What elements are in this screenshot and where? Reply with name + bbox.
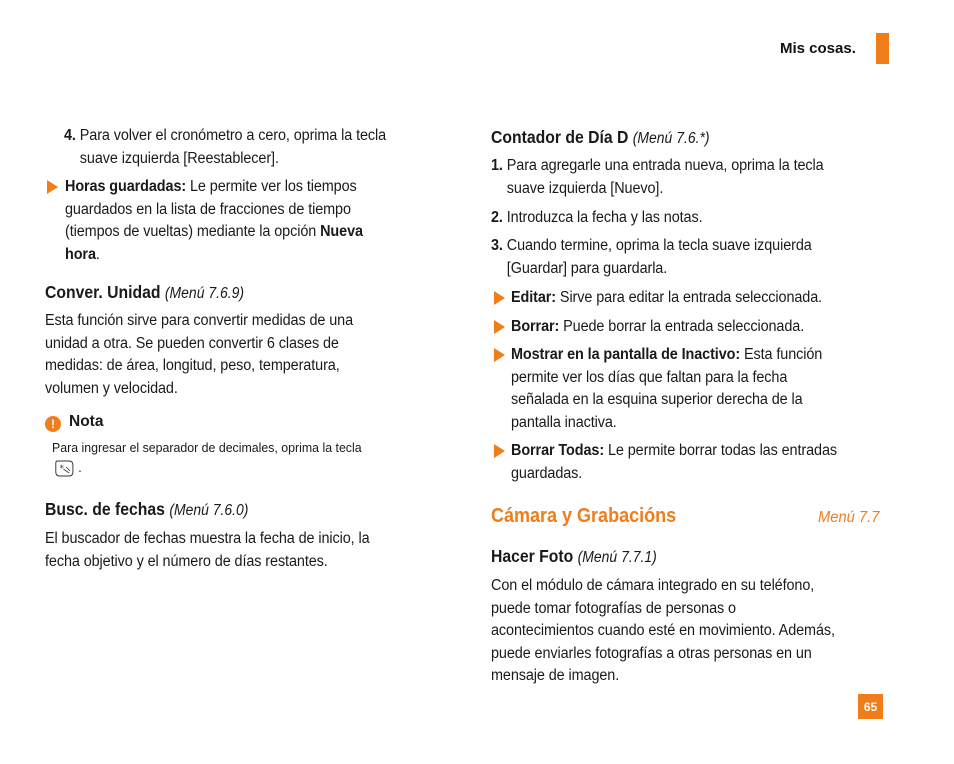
step-3: 3. Cuando termine, oprima la tecla suave izquierda [Guardar] para guardarla. xyxy=(491,237,812,277)
conver-unidad-text: Esta función sirve para convertir medidas de una unidad a otra. Se pueden convertir 6 clases de medidas: de área, longitud, peso, temperatura, volumen y velocidad. xyxy=(45,312,354,397)
triangle-bullet-icon xyxy=(494,444,505,458)
step-2: 2. Introduzca la fecha y las notas. xyxy=(491,209,703,226)
borrar-item: Borrar: Puede borrar la entrada seleccionada. xyxy=(511,318,805,335)
hacer-foto-heading: Hacer Foto (Menú 7.7.1) xyxy=(491,546,657,566)
step-number: 4. xyxy=(64,127,76,144)
step-4: 4. Para volver el cronómetro a cero, oprima la tecla suave izquierda [Reestablecer]. xyxy=(64,127,387,167)
star-key-icon xyxy=(54,460,75,477)
section-tab-marker xyxy=(876,33,889,64)
exclamation-icon: ! xyxy=(45,416,61,432)
section-title: Mis cosas. xyxy=(780,40,856,57)
camara-menu-ref: Menú 7.7 xyxy=(818,509,880,526)
step-1: 1. Para agregarle una entrada nueva, oprima la tecla suave izquierda [Nuevo]. xyxy=(491,157,824,197)
borrar-todas-item: Borrar Todas: Le permite borrar todas las entradas guardadas. xyxy=(511,442,837,482)
editar-item: Editar: Sirve para editar la entrada seleccionada. xyxy=(511,289,823,306)
triangle-bullet-icon xyxy=(494,291,505,305)
busc-fechas-text: El buscador de fechas muestra la fecha de inicio, la fecha objetivo y el número de días restantes. xyxy=(45,530,370,570)
mostrar-item: Mostrar en la pantalla de Inactivo: Esta función permite ver los días que faltan para la fecha señalada en la esquina superior derecha de la pantalla inactiva. xyxy=(511,346,823,431)
triangle-bullet-icon xyxy=(494,348,505,362)
svg-text:*: * xyxy=(59,463,64,475)
triangle-bullet-icon xyxy=(47,180,58,194)
busc-fechas-heading: Busc. de fechas (Menú 7.6.0) xyxy=(45,499,249,519)
conver-unidad-heading: Conver. Unidad (Menú 7.6.9) xyxy=(45,282,245,302)
horas-guardadas: Horas guardadas: Le permite ver los tiempos guardados en la lista de fracciones de tiempo (tiempos de vueltas) mediante la opción Nueva hora. xyxy=(65,178,363,263)
camara-heading: Cámara y Grabacións xyxy=(491,505,677,527)
nota-text: Para ingresar el separador de decimales, oprima la tecla * . xyxy=(52,440,362,475)
triangle-bullet-icon xyxy=(494,320,505,334)
nota-title: Nota xyxy=(69,413,104,430)
page-number: 65 xyxy=(858,694,883,719)
contador-heading: Contador de Día D (Menú 7.6.*) xyxy=(491,127,710,147)
hacer-foto-text: Con el módulo de cámara integrado en su teléfono, puede tomar fotografías de personas o acontecimientos cuando esté en movimiento. Además, puede enviarles fotografías a otras personas en un mensaje de imagen. xyxy=(491,577,835,685)
